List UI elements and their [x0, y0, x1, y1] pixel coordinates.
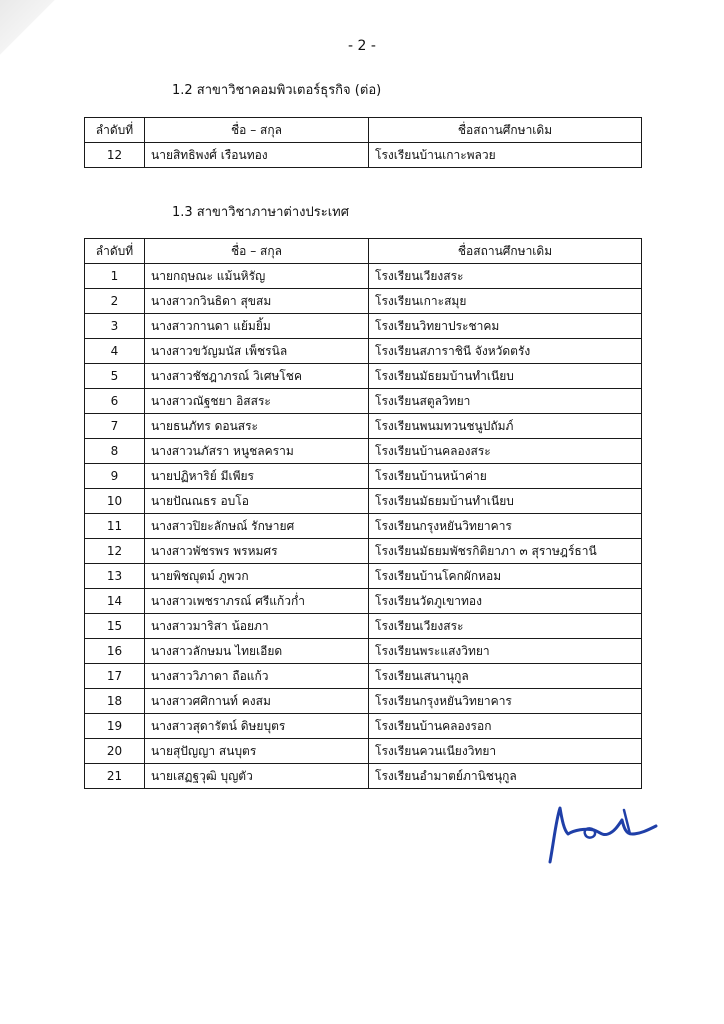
table-row: [85, 339, 642, 364]
student-name: นายธนภัทร ดอนสระ: [145, 414, 369, 439]
table-row: [85, 264, 642, 289]
previous-school: โรงเรียนกรุงหยันวิทยาคาร: [369, 689, 642, 714]
row-number: 19: [85, 714, 145, 739]
table-row: [85, 414, 642, 439]
table-row: [85, 589, 642, 614]
student-name: นางสาวชัชฎาภรณ์ วิเศษโชค: [145, 364, 369, 389]
column-header-no: ลำดับที่: [85, 239, 145, 264]
student-name: นางสาวขวัญมนัส เพ็ชรนิล: [145, 339, 369, 364]
section-heading-computer-business: 1.2 สาขาวิชาคอมพิวเตอร์ธุรกิจ (ต่อ): [172, 83, 382, 98]
student-name: นายปัณณธร อบโอ: [145, 489, 369, 514]
previous-school: โรงเรียนบ้านคลองรอก: [369, 714, 642, 739]
table-row: [85, 489, 642, 514]
row-number: 7: [85, 414, 145, 439]
previous-school: โรงเรียนกรุงหยันวิทยาคาร: [369, 514, 642, 539]
student-name: นางสาวปิยะลักษณ์ รักษายศ: [145, 514, 369, 539]
student-name: นายสุปัญญา สนบุตร: [145, 739, 369, 764]
student-name: นายพิชญุตม์ ภูพวก: [145, 564, 369, 589]
row-number: 13: [85, 564, 145, 589]
previous-school: โรงเรียนพระแสงวิทยา: [369, 639, 642, 664]
previous-school: โรงเรียนควนเนียงวิทยา: [369, 739, 642, 764]
table-row: [85, 614, 642, 639]
student-name: นางสาวพัชรพร พรหมศร: [145, 539, 369, 564]
row-number: 2: [85, 289, 145, 314]
table-row: [85, 289, 642, 314]
row-number: 12: [85, 143, 145, 168]
table-row: [85, 689, 642, 714]
student-name: นายเสฏฐวุฒิ บุญตัว: [145, 764, 369, 789]
row-number: 16: [85, 639, 145, 664]
table-computer-business: [84, 117, 642, 168]
previous-school: โรงเรียนบ้านเกาะพลวย: [369, 143, 642, 168]
signature-icon: [542, 790, 662, 870]
row-number: 3: [85, 314, 145, 339]
row-number: 15: [85, 614, 145, 639]
row-number: 11: [85, 514, 145, 539]
row-number: 10: [85, 489, 145, 514]
column-header-name: ชื่อ – สกุล: [145, 239, 369, 264]
table-row: [85, 314, 642, 339]
page-number: - 2 -: [348, 38, 376, 54]
previous-school: โรงเรียนบ้านโคกผักหอม: [369, 564, 642, 589]
student-name: นางสาวศศิกานท์ คงสม: [145, 689, 369, 714]
table-row: [85, 439, 642, 464]
table-row: [85, 539, 642, 564]
table-row: [85, 639, 642, 664]
column-header-school: ชื่อสถานศึกษาเดิม: [369, 118, 642, 143]
row-number: 20: [85, 739, 145, 764]
row-number: 4: [85, 339, 145, 364]
previous-school: โรงเรียนวัดภูเขาทอง: [369, 589, 642, 614]
student-name: นางสาวณัฐชยา อิสสระ: [145, 389, 369, 414]
previous-school: โรงเรียนสตูลวิทยา: [369, 389, 642, 414]
column-header-no: ลำดับที่: [85, 118, 145, 143]
table-row: [85, 764, 642, 789]
student-name: นางสาวสุดารัตน์ ดิษยบุตร: [145, 714, 369, 739]
previous-school: โรงเรียนมัธยมบ้านทำเนียบ: [369, 489, 642, 514]
student-name: นายกฤษณะ แม้นหิรัญ: [145, 264, 369, 289]
row-number: 1: [85, 264, 145, 289]
student-name: นางสาวนภัสรา หนูชลคราม: [145, 439, 369, 464]
table-row: [85, 714, 642, 739]
student-name: นายสิทธิพงศ์ เรือนทอง: [145, 143, 369, 168]
column-header-school: ชื่อสถานศึกษาเดิม: [369, 239, 642, 264]
row-number: 5: [85, 364, 145, 389]
table-header-row: [85, 118, 642, 143]
previous-school: โรงเรียนมัธยมบ้านทำเนียบ: [369, 364, 642, 389]
student-name: นางสาวเพชราภรณ์ ศรีแก้วก่ำ: [145, 589, 369, 614]
section-heading-foreign-languages: 1.3 สาขาวิชาภาษาต่างประเทศ: [172, 205, 349, 220]
table-row: [85, 664, 642, 689]
previous-school: โรงเรียนบ้านหน้าค่าย: [369, 464, 642, 489]
row-number: 9: [85, 464, 145, 489]
row-number: 8: [85, 439, 145, 464]
table-row: [85, 464, 642, 489]
table-row: [85, 564, 642, 589]
table-row: [85, 143, 642, 168]
student-name: นางสาวมาริสา น้อยภา: [145, 614, 369, 639]
row-number: 12: [85, 539, 145, 564]
table-row: [85, 739, 642, 764]
row-number: 18: [85, 689, 145, 714]
table-row: [85, 514, 642, 539]
row-number: 6: [85, 389, 145, 414]
previous-school: โรงเรียนบ้านคลองสระ: [369, 439, 642, 464]
previous-school: โรงเรียนเกาะสมุย: [369, 289, 642, 314]
student-name: นางสาวลักษมน ไทยเอียด: [145, 639, 369, 664]
table-row: [85, 389, 642, 414]
previous-school: โรงเรียนพนมทวนชนูปถัมภ์: [369, 414, 642, 439]
row-number: 21: [85, 764, 145, 789]
student-name: นางสาวกานดา แย้มยิ้ม: [145, 314, 369, 339]
table-header-row: [85, 239, 642, 264]
student-name: นางสาววิภาดา ถือแก้ว: [145, 664, 369, 689]
previous-school: โรงเรียนเวียงสระ: [369, 614, 642, 639]
student-name: นางสาวกวินธิดา สุขสม: [145, 289, 369, 314]
table-foreign-languages: [84, 238, 642, 789]
row-number: 17: [85, 664, 145, 689]
previous-school: โรงเรียนวิทยาประชาคม: [369, 314, 642, 339]
previous-school: โรงเรียนเวียงสระ: [369, 264, 642, 289]
previous-school: โรงเรียนสภาราชินี จังหวัดตรัง: [369, 339, 642, 364]
column-header-name: ชื่อ – สกุล: [145, 118, 369, 143]
table-row: [85, 364, 642, 389]
student-name: นายปฏิหาริย์ มีเพียร: [145, 464, 369, 489]
previous-school: โรงเรียนอำมาตย์ภานิชนุกูล: [369, 764, 642, 789]
previous-school: โรงเรียนมัธยมพัชรกิติยาภา ๓ สุราษฎร์ธานี: [369, 539, 642, 564]
previous-school: โรงเรียนเสนานุกูล: [369, 664, 642, 689]
row-number: 14: [85, 589, 145, 614]
